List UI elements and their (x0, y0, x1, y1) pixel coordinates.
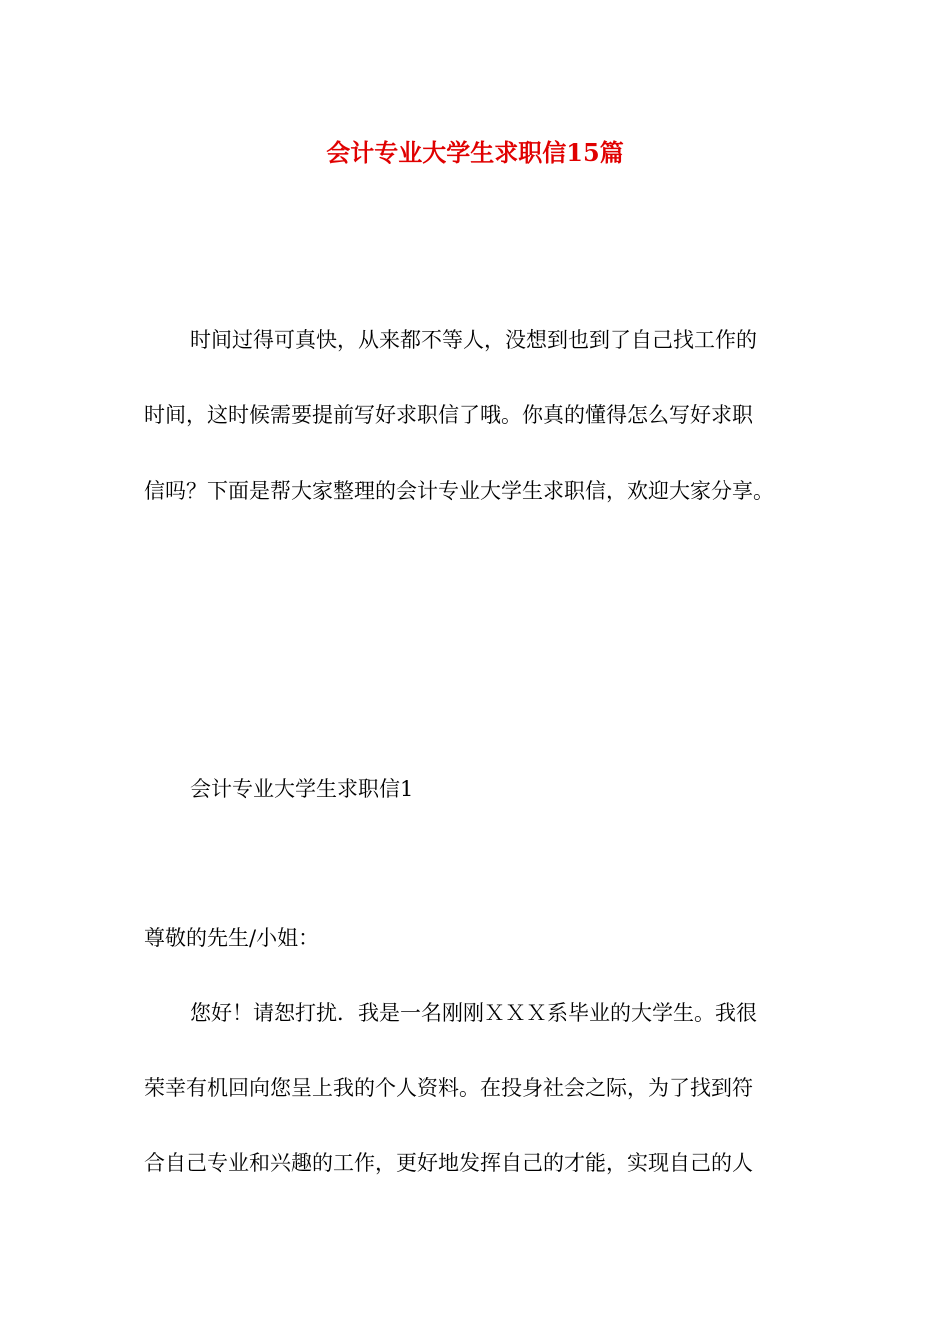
intro-line-2: 时间，这时候需要提前写好求职信了哦。你真的懂得怎么写好求职 (144, 403, 753, 427)
document-title: 会计专业大学生求职信15篇 (326, 138, 624, 167)
intro-line-1: 时间过得可真快，从来都不等人，没想到也到了自己找工作的 (190, 328, 757, 352)
intro-line-3: 信吗？下面是帮大家整理的会计专业大学生求职信，欢迎大家分享。 (144, 479, 774, 503)
salutation: 尊敬的先生/小姐： (144, 926, 320, 950)
body-line-1: 您好！请恕打扰．我是一名刚刚ＸＸＸ系毕业的大学生。我很 (190, 1001, 757, 1025)
section-heading: 会计专业大学生求职信1 (190, 777, 414, 801)
body-line-3: 合自己专业和兴趣的工作，更好地发挥自己的才能，实现自己的人 (144, 1151, 753, 1175)
body-line-2: 荣幸有机回向您呈上我的个人资料。在投身社会之际，为了找到符 (144, 1076, 753, 1100)
